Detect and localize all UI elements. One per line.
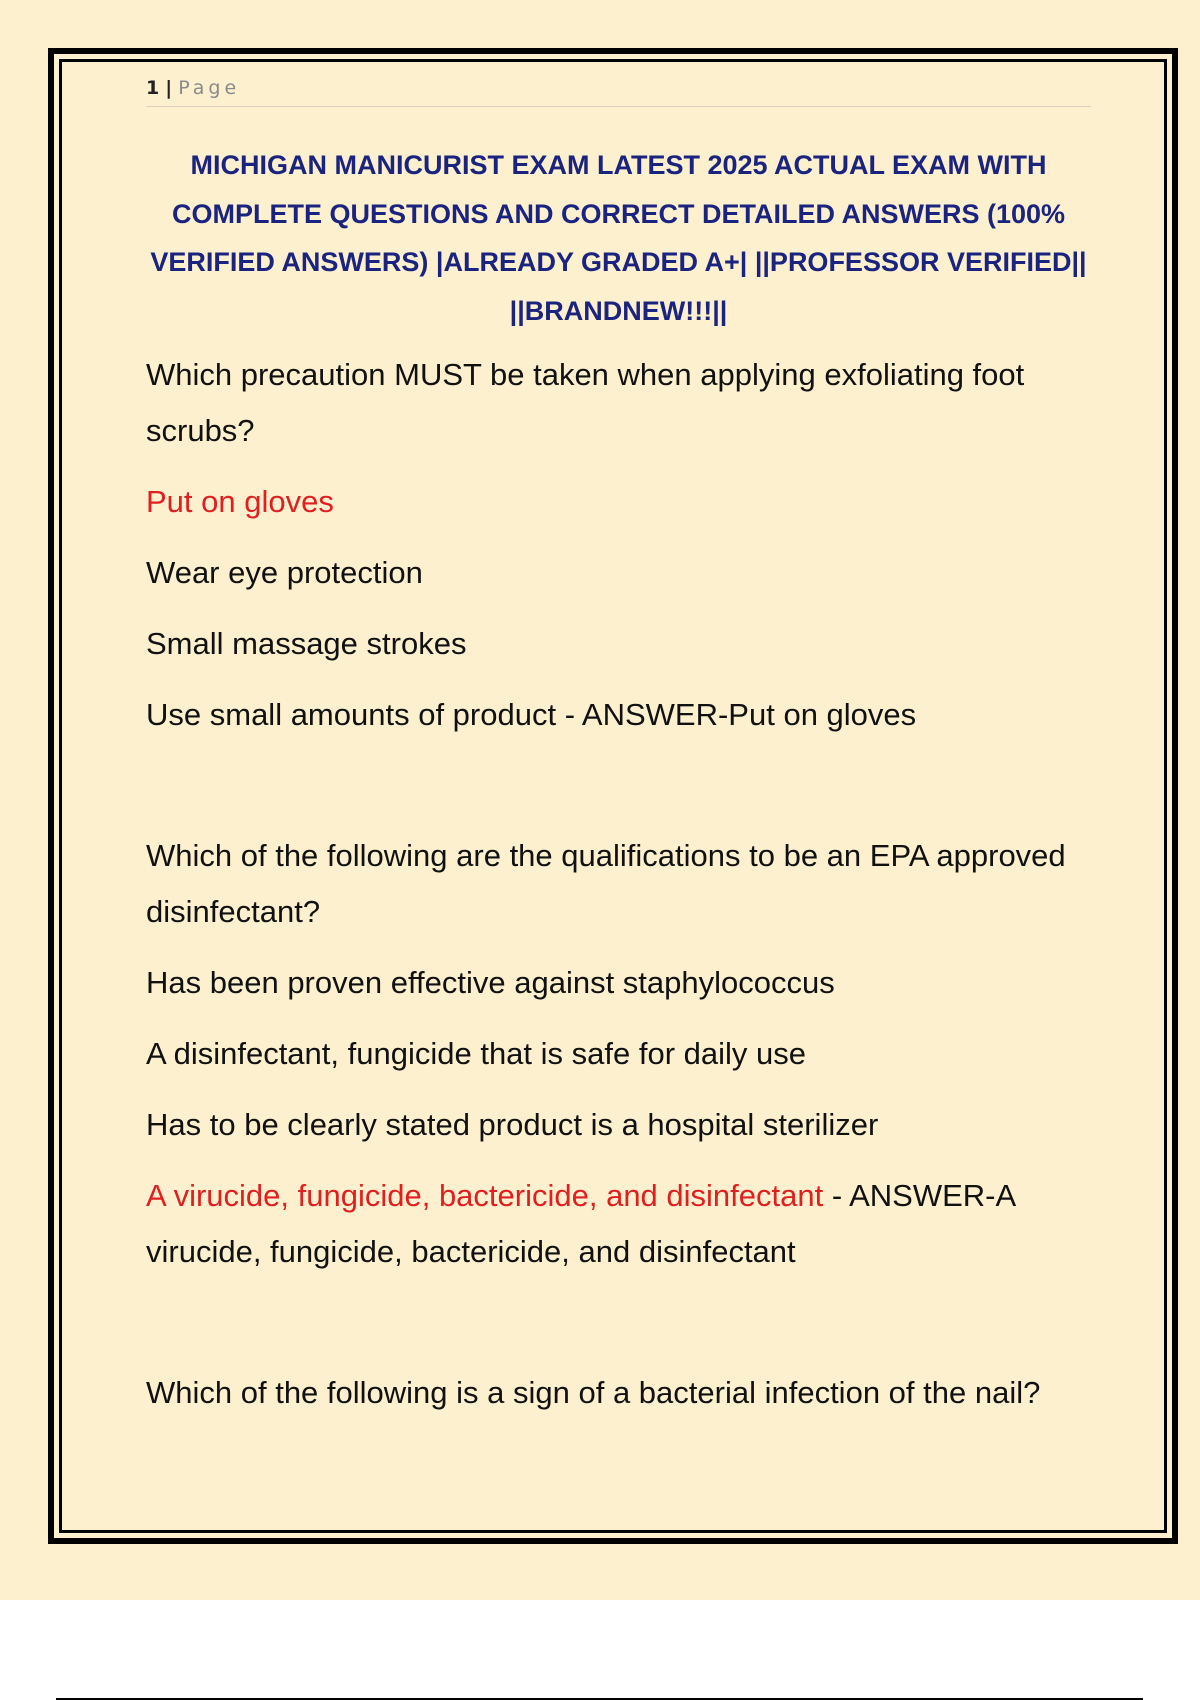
page-label: Page	[178, 77, 241, 99]
q1-option-4-with-answer	[146, 687, 1091, 743]
spacer	[146, 743, 1091, 828]
q2-answer: - ANSWER-A virucide, fungicide, bactericide, and disinfectant	[146, 1178, 1015, 1269]
page-content	[146, 70, 1091, 1421]
q2-option-2: A disinfectant, fungicide that is safe for daily use	[146, 1036, 806, 1071]
question-1: Which precaution MUST be taken when applying exfoliating foot scrubs?	[146, 357, 1025, 448]
q1-answer: - ANSWER-Put on gloves	[556, 697, 917, 732]
question-3: Which of the following is a sign of a bacterial infection of the nail?	[146, 1375, 1041, 1410]
q1-option-3: Small massage strokes	[146, 626, 467, 661]
q1-option-4: Use small amounts of product	[146, 697, 557, 732]
document-title: MICHIGAN MANICURIST EXAM LATEST 2025 ACTUAL EXAM WITH COMPLETE QUESTIONS AND CORRECT DETAILED ANSWERS (100% VERIFIED ANSWERS) |ALREADY GRADED A+| ||PROFESSOR VERIFIED|| ||BRANDNEW!!!||	[150, 150, 1087, 326]
q2-option-3: Has to be clearly stated product is a hospital sterilizer	[146, 1107, 879, 1142]
spacer	[146, 1280, 1091, 1365]
q2-option-4: A virucide, fungicide, bactericide, and disinfectant	[146, 1178, 824, 1213]
page-header	[146, 70, 1091, 107]
question-2: Which of the following are the qualifications to be an EPA approved disinfectant?	[146, 838, 1066, 929]
q2-option-4-with-answer	[146, 1168, 1091, 1280]
q1-option-1: Put on gloves	[146, 484, 334, 519]
q2-option-1: Has been proven effective against staphylococcus	[146, 965, 835, 1000]
page-separator: |	[165, 77, 173, 99]
page-number: 1	[146, 77, 160, 99]
q1-option-2: Wear eye protection	[146, 555, 423, 590]
